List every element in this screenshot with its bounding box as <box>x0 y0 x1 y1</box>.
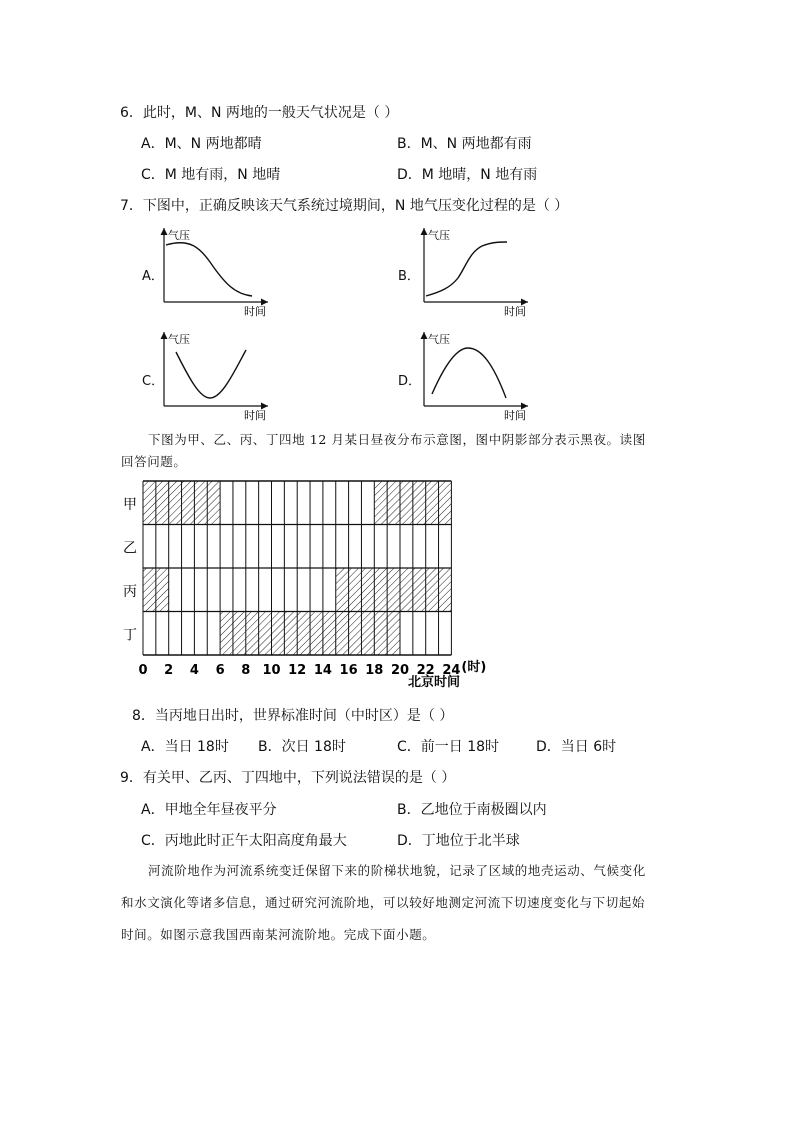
x-tick-4: 8 <box>241 663 251 678</box>
graph-a <box>150 224 280 319</box>
q6-option-a: A．M、N 两地都晴 <box>141 136 262 152</box>
graph-b-xlabel: 时间 <box>504 305 526 318</box>
graph-a-xlabel: 时间 <box>244 305 266 318</box>
q6-option-d: D．M 地晴，N 地有雨 <box>397 167 538 183</box>
q8-option-a: A．当日 18时 <box>141 739 229 755</box>
q7-stem: 7．下图中，正确反映该天气系统过境期间，N 地气压变化过程的是（ ） <box>120 198 569 214</box>
x-tick-10: 20 <box>390 663 410 678</box>
day-night-chart <box>118 476 488 690</box>
intro1-line1: 下图为甲、乙、丙、丁四地 12 月某日昼夜分布示意图，图中阴影部分表示黑夜。读图 <box>148 432 646 447</box>
graph-c-ylabel: 气压 <box>168 333 190 346</box>
q8-stem: 8．当丙地日出时，世界标准时间（中时区）是（ ） <box>132 708 454 724</box>
graph-b-label: B． <box>398 269 420 284</box>
graph-d <box>410 328 540 423</box>
x-tick-3: 6 <box>215 663 225 678</box>
graph-c-xlabel: 时间 <box>244 409 266 422</box>
graph-d-curve <box>432 348 506 398</box>
x-tick-7: 14 <box>313 663 332 678</box>
row-label-0: 甲 <box>123 496 137 513</box>
q9-stem: 9．有关甲、乙丙、丁四地中，下列说法错误的是（ ） <box>120 770 456 786</box>
q9-option-d: D．丁地位于北半球 <box>397 833 520 849</box>
graph-a-curve <box>166 243 252 296</box>
graph-c-label: C． <box>142 374 165 389</box>
x-tick-8: 16 <box>339 663 358 678</box>
x-tick-0: 0 <box>138 663 148 678</box>
graph-b-curve <box>426 242 507 296</box>
intro2-line3: 时间。如图示意我国西南某河流阶地。完成下面小题。 <box>121 927 436 942</box>
x-tick-9: 18 <box>365 663 384 678</box>
q9-option-c: C．丙地此时正午太阳高度角最大 <box>141 833 347 849</box>
x-tick-12: 24 <box>442 663 461 678</box>
intro2-line1: 河流阶地作为河流系统变迁保留下来的阶梯状地貌，记录了区域的地壳运动、气候变化 <box>148 863 646 878</box>
intro2-line2: 和水文演化等诸多信息，通过研究河流阶地，可以较好地测定河流下切速度变化与下切起始 <box>121 895 646 910</box>
intro1-line2: 回答问题。 <box>121 454 187 469</box>
q6-option-b: B．M、N 两地都有雨 <box>397 136 532 152</box>
row-label-3: 丁 <box>123 627 137 644</box>
graph-d-label: D． <box>398 374 422 389</box>
x-axis-title: 北京时间 <box>408 675 461 690</box>
graph-b-ylabel: 气压 <box>428 229 450 242</box>
x-tick-11: 22 <box>416 663 435 678</box>
q6-option-c: C．M 地有雨，N 地晴 <box>141 167 281 183</box>
graph-b <box>410 224 540 319</box>
graph-d-xlabel: 时间 <box>504 409 526 422</box>
q8-option-c: C．前一日 18时 <box>397 739 500 755</box>
x-tick-5: 10 <box>262 663 281 678</box>
night-band-2-1 <box>336 568 452 612</box>
q6-stem: 6．此时，M、N 两地的一般天气状况是（ ） <box>120 105 399 121</box>
x-tick-6: 12 <box>288 663 307 678</box>
graph-a-label: A． <box>142 269 164 284</box>
x-unit-label: (时) <box>461 660 487 675</box>
row-label-2: 丙 <box>123 583 137 600</box>
graph-c-curve <box>176 350 246 398</box>
graph-c <box>150 328 280 423</box>
x-tick-2: 4 <box>189 663 199 678</box>
row-label-1: 乙 <box>123 540 137 557</box>
q8-option-b: B．次日 18时 <box>258 739 346 755</box>
q9-option-a: A．甲地全年昼夜平分 <box>141 802 277 818</box>
graph-d-ylabel: 气压 <box>428 333 450 346</box>
x-tick-1: 2 <box>164 663 174 678</box>
q8-option-d: D．当日 6时 <box>536 739 617 755</box>
graph-a-ylabel: 气压 <box>168 229 190 242</box>
q9-option-b: B．乙地位于南极圈以内 <box>397 802 547 818</box>
